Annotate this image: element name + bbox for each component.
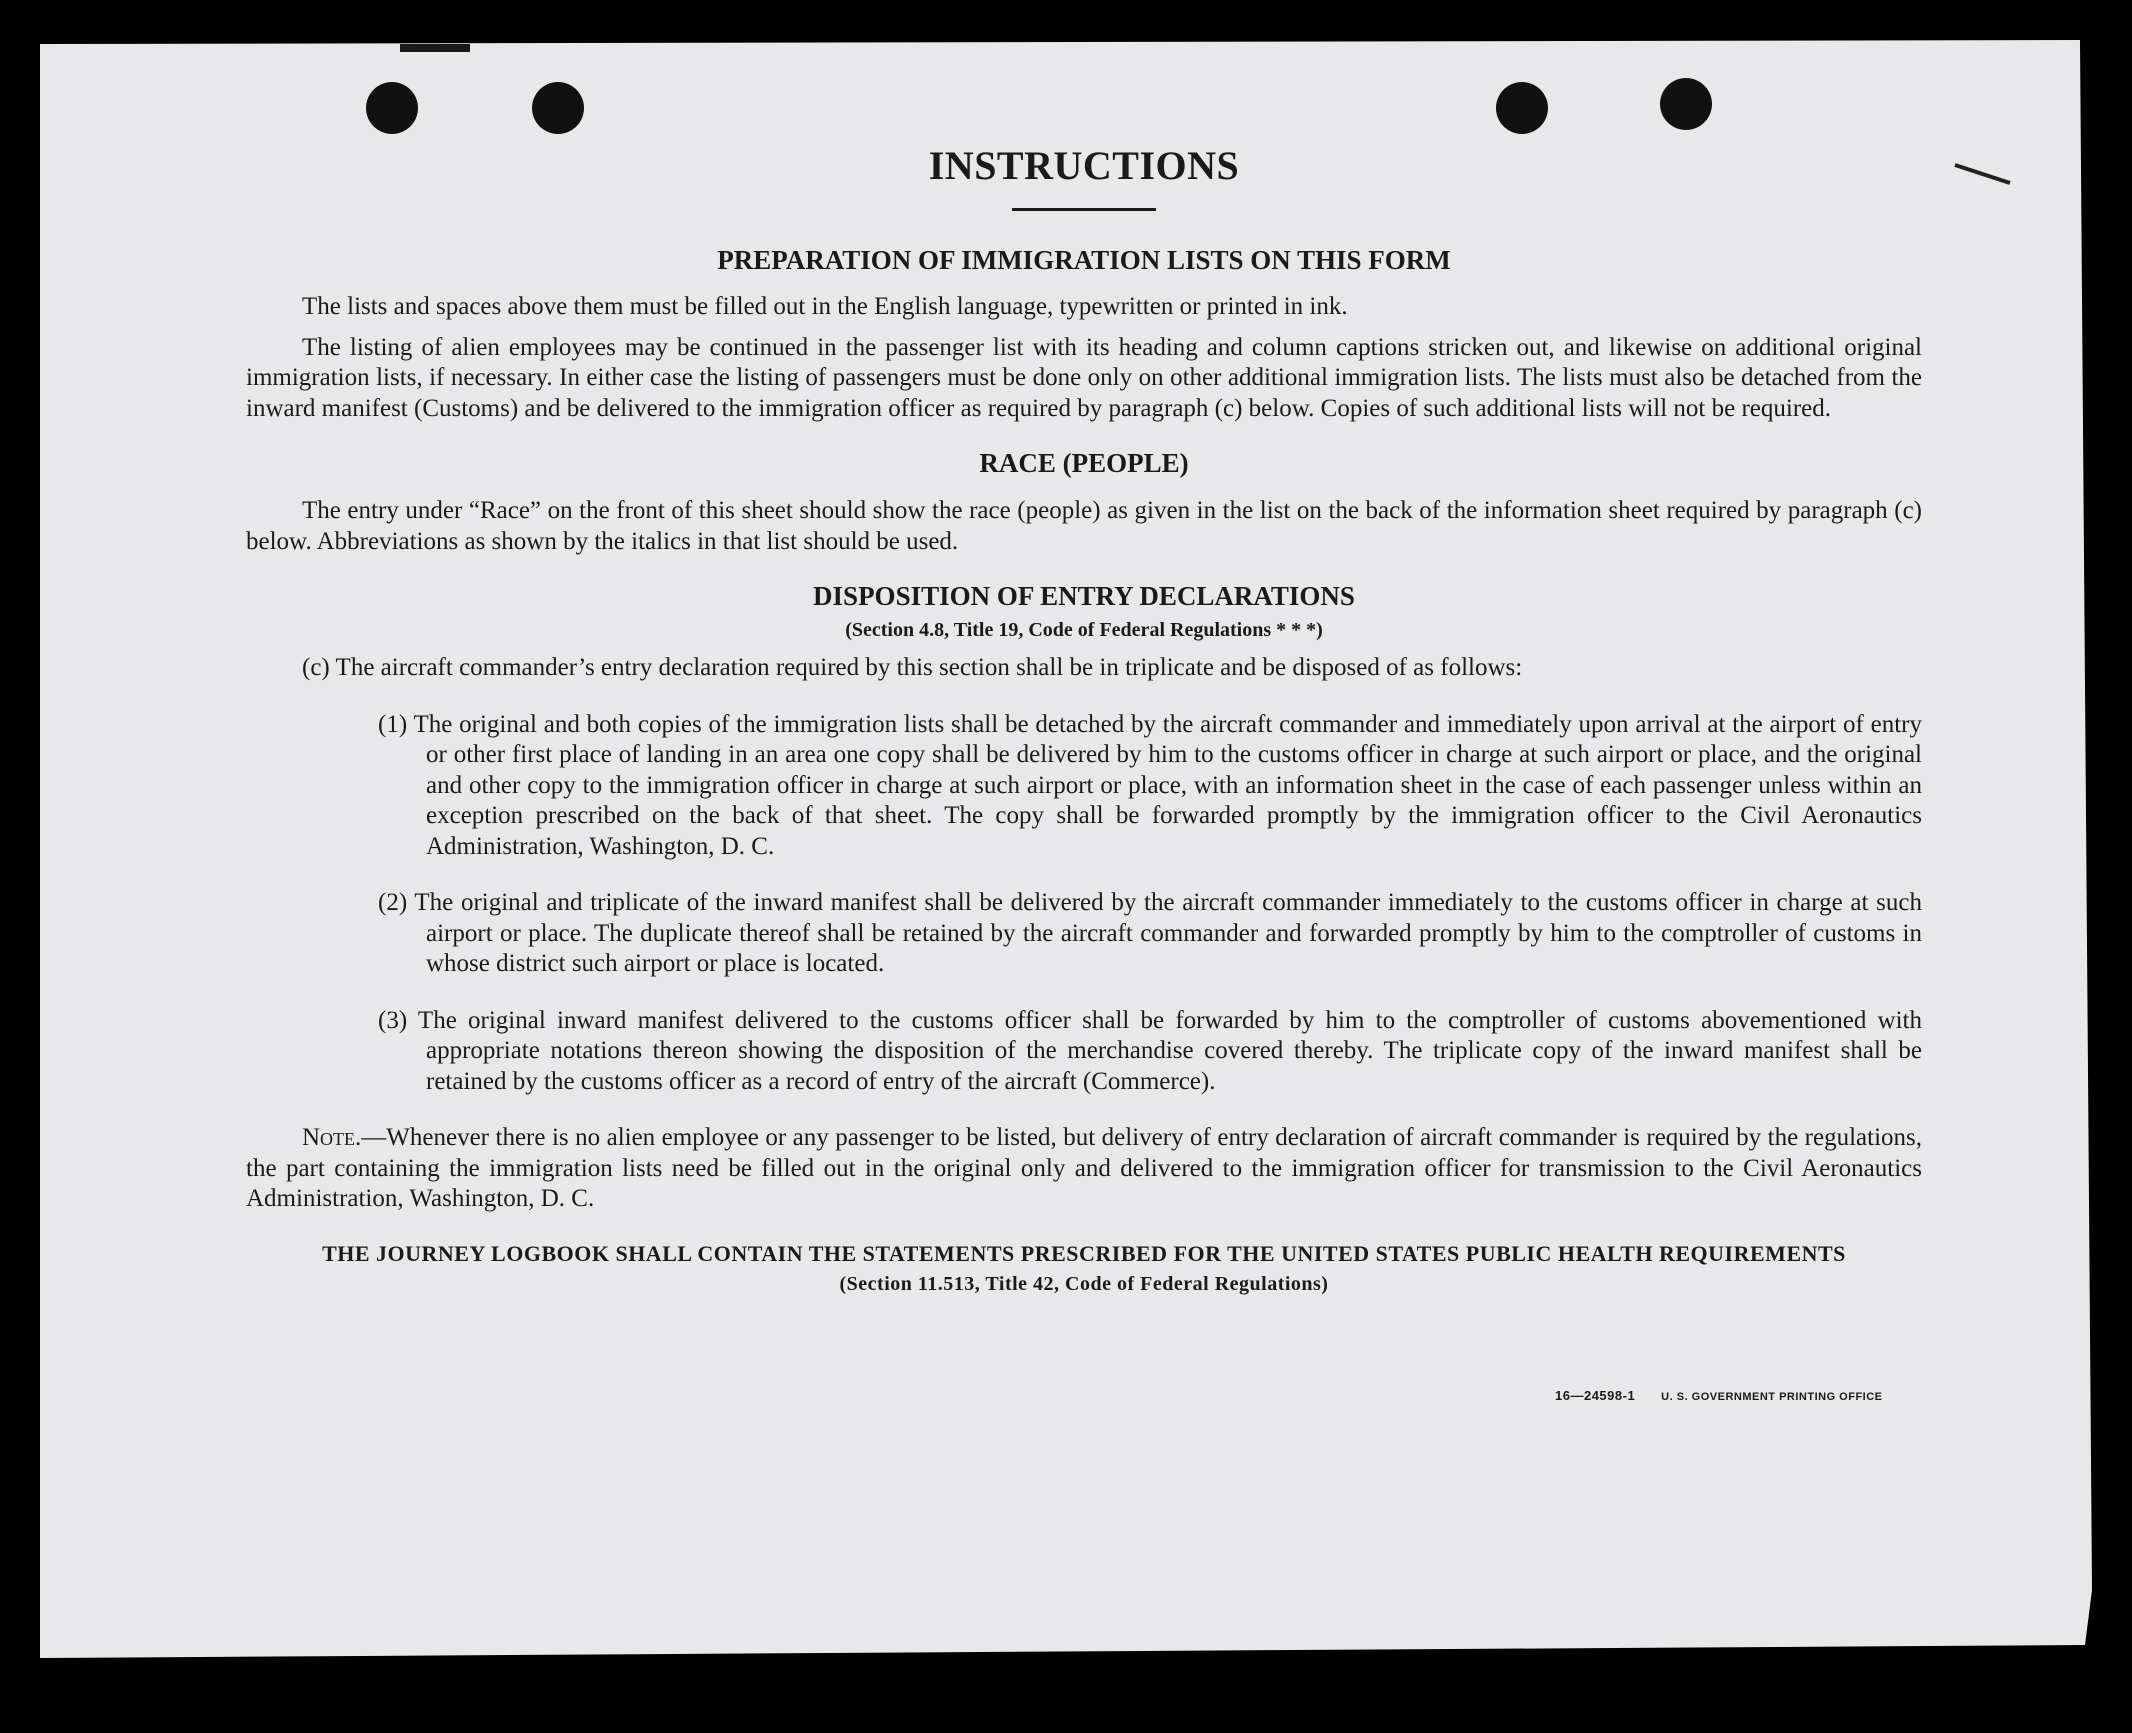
- preparation-paragraph-1: The lists and spaces above them must be filled out in the English language, typewritten or printed in ink.: [302, 293, 1348, 320]
- paper-edge-mark: [400, 44, 470, 52]
- disposition-item-3: (3) The original inward manifest delivered to the customs officer shall be forwarded by him to the comptroller of customs abovementioned with appropriate notations thereon showing the disposition of the merchandise covered thereby. The triplicate copy of the inward manifest shall be retained by the customs officer as a record of entry of the aircraft (Commerce).: [378, 1006, 1922, 1095]
- title-underline: [1012, 208, 1156, 211]
- section-heading-race: RACE (PEOPLE): [979, 448, 1189, 478]
- printer-name: U. S. GOVERNMENT PRINTING OFFICE: [1661, 1391, 1883, 1403]
- section-citation: (Section 4.8, Title 19, Code of Federal Regulations * * *): [845, 619, 1323, 641]
- note-text: —Whenever there is no alien employee or any passenger to be listed, but delivery of entry declaration of aircraft commander is required by the regulations, the part containing the immigration lists need be filled out in the original only and delivered to the immigration officer for transmission to the Civil Aeronautics Administration, Washington, D. C.: [246, 1124, 1922, 1212]
- note-paragraph: [246, 1123, 1922, 1215]
- instructions-body: [246, 138, 1922, 1299]
- preparation-paragraph-2: The listing of alien employees may be continued in the passenger list with its heading and column captions stricken out, and likewise on additional original immigration lists, if necessary. In either case the listing of passengers must be done only on other additional immigration lists. The lists must also be detached from the inward manifest (Customs) and be delivered to the immigration officer as required by paragraph (c) below. Copies of such additional lists will not be required.: [246, 333, 1922, 422]
- printing-office-footer: [1555, 1388, 1883, 1403]
- logbook-requirement: THE JOURNEY LOGBOOK SHALL CONTAIN THE STATEMENTS PRESCRIBED FOR THE UNITED STATES PUBLIC HEALTH REQUIREMENTS: [322, 1240, 1846, 1266]
- disposition-intro: (c) The aircraft commander’s entry declaration required by this section shall be in triplicate and be disposed of as follows:: [302, 654, 1523, 681]
- race-paragraph: The entry under “Race” on the front of this sheet should show the race (people) as given in the list on the back of the information sheet required by paragraph (c) below. Abbreviations as shown by the italics in that list should be used.: [246, 497, 1922, 555]
- page-title: INSTRUCTIONS: [928, 143, 1240, 188]
- section-heading-preparation: PREPARATION OF IMMIGRATION LISTS ON THIS FORM: [717, 245, 1451, 275]
- punch-hole: [1496, 82, 1548, 134]
- punch-hole: [1660, 78, 1712, 130]
- disposition-item-1: (1) The original and both copies of the immigration lists shall be detached by the aircraft commander and immediately upon arrival at the airport of entry or other first place of landing in an area one copy shall be delivered by him to the customs officer in charge at such airport or place, and the original and other copy to the immigration officer in charge at such airport or place, with an information sheet in the case of each passenger unless within an exception prescribed on the back of that sheet. The copy shall be forwarded promptly by the immigration officer to the Civil Aeronautics Administration, Washington, D. C.: [378, 710, 1922, 860]
- punch-hole: [366, 82, 418, 134]
- section-heading-disposition: DISPOSITION OF ENTRY DECLARATIONS: [813, 581, 1355, 611]
- form-number: 16—24598-1: [1555, 1388, 1636, 1403]
- note-label: Note.: [302, 1124, 362, 1151]
- disposition-item-2: (2) The original and triplicate of the inward manifest shall be delivered by the aircraft commander immediately to the customs officer in charge at such airport or place. The duplicate thereof shall be retained by the aircraft commander and forwarded promptly by him to the comptroller of customs in whose district such airport or place is located.: [378, 889, 1922, 977]
- logbook-citation: (Section 11.513, Title 42, Code of Federal Regulations): [839, 1272, 1329, 1295]
- punch-hole: [532, 82, 584, 134]
